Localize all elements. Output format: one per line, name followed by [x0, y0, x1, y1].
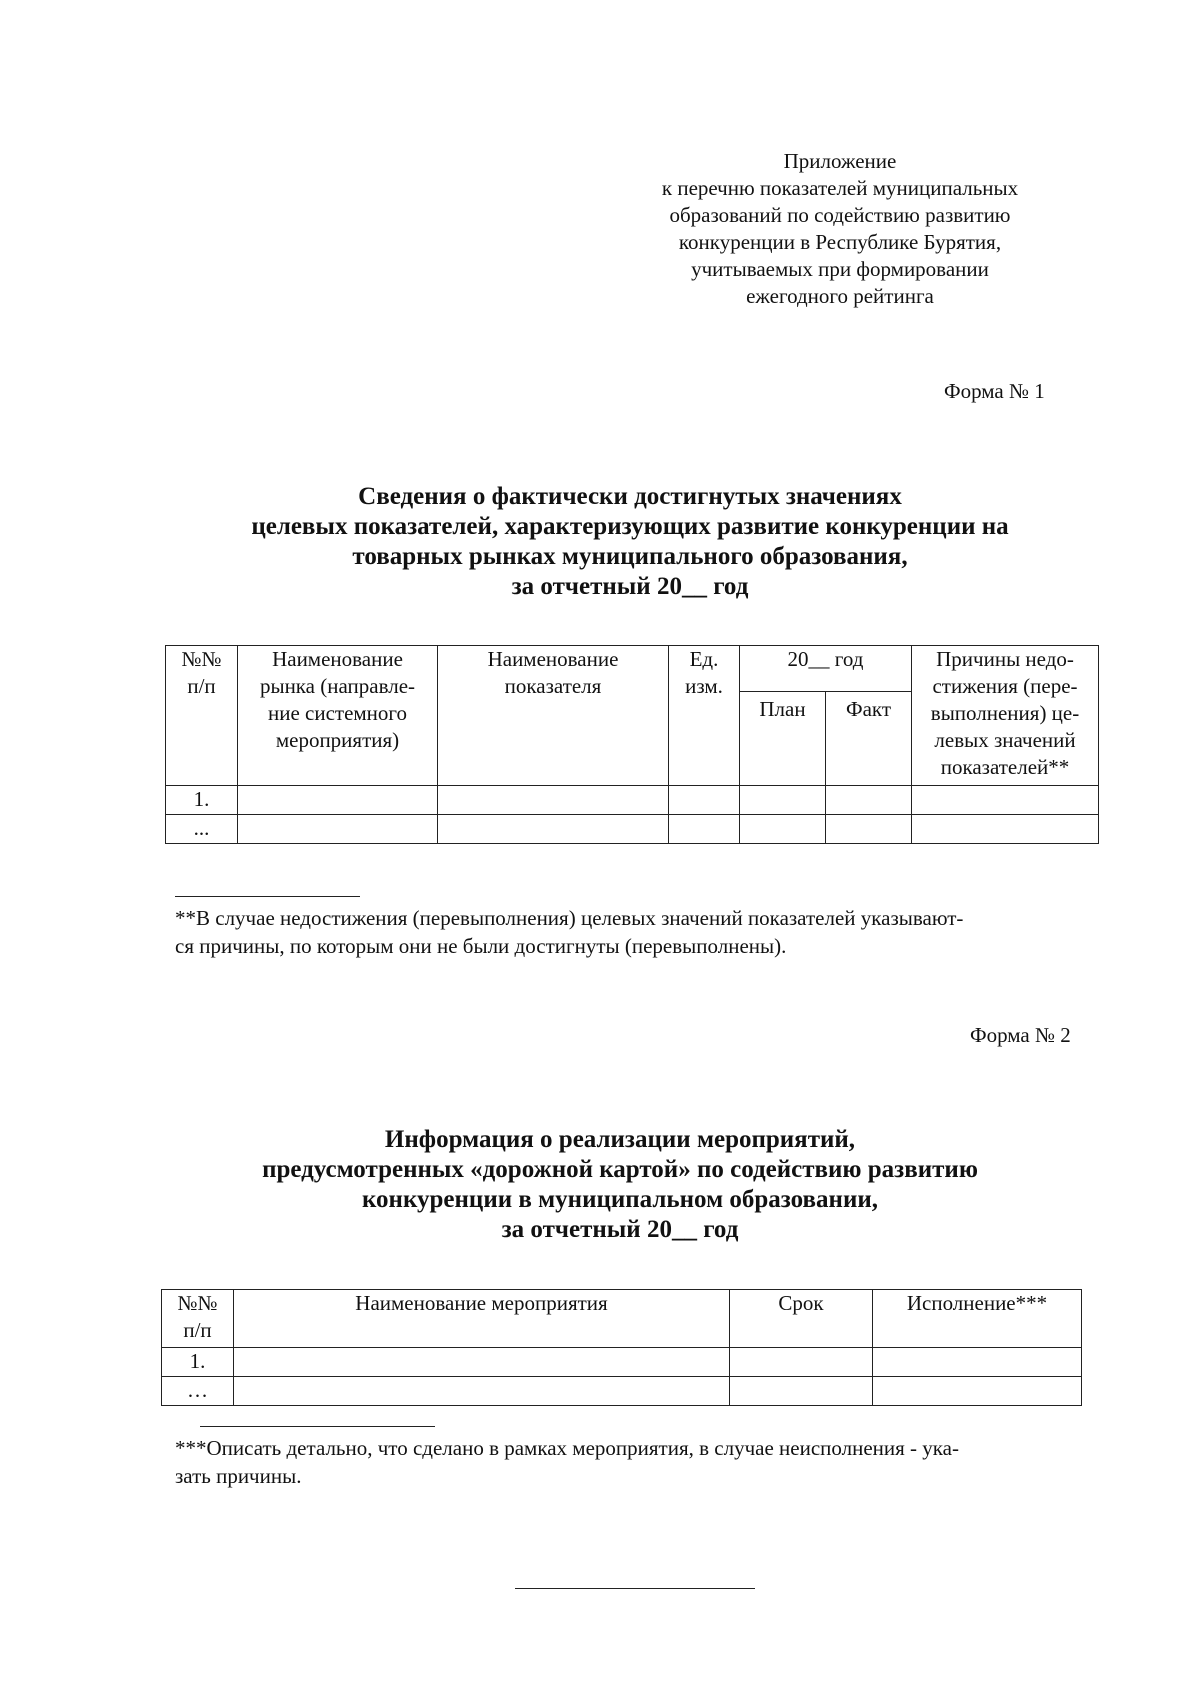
- form2-title-line: конкуренции в муниципальном образовании,: [361, 1186, 878, 1213]
- header-text: выполнения) це-: [930, 701, 1080, 725]
- cell-empty: [912, 815, 1099, 844]
- cell-empty: [730, 1348, 873, 1377]
- appendix-line: учитываемых при формировании: [691, 257, 989, 281]
- form2-footnote: [175, 1435, 1095, 1491]
- appendix-line: ежегодного рейтинга: [746, 284, 934, 308]
- header-text: Наименование: [487, 647, 619, 671]
- cell-empty: [238, 786, 438, 815]
- header-event: Наименование мероприятия: [234, 1290, 730, 1348]
- cell-empty: [873, 1348, 1082, 1377]
- header-text: ние системного: [267, 701, 408, 725]
- appendix-line: Приложение: [783, 149, 897, 173]
- header-year: 20__ год: [740, 646, 912, 692]
- form1-title-line: товарных рынках муниципального образования,: [352, 543, 908, 570]
- header-text: №№: [181, 647, 222, 671]
- form1-title-line: за отчетный 20__ год: [511, 573, 749, 600]
- cell-empty: [912, 786, 1099, 815]
- cell-empty: [669, 815, 740, 844]
- appendix-note: [620, 148, 1060, 310]
- header-text: п/п: [183, 1318, 212, 1342]
- form1-title-line: целевых показателей, характеризующих развитие конкуренции на: [251, 513, 1009, 540]
- form1-table: [165, 645, 1099, 844]
- appendix-line: конкуренции в Республике Бурятия,: [678, 230, 1002, 254]
- header-text: изм.: [685, 674, 723, 698]
- cell-empty: [669, 786, 740, 815]
- header-text: №№: [177, 1291, 218, 1315]
- footnote-separator: [200, 1426, 435, 1427]
- header-text: п/п: [187, 674, 216, 698]
- header-text: рынка (направле-: [259, 674, 416, 698]
- row-num: …: [162, 1377, 234, 1406]
- cell-empty: [826, 786, 912, 815]
- footnote-line: ***Описать детально, что сделано в рамках мероприятия, в случае неисполнения - ука-: [175, 1436, 959, 1460]
- cell-empty: [826, 815, 912, 844]
- cell-empty: [234, 1377, 730, 1406]
- header-text: левых значений: [934, 728, 1076, 752]
- cell-empty: [438, 786, 669, 815]
- row-num: 1.: [166, 786, 238, 815]
- header-text: стижения (пере-: [932, 674, 1078, 698]
- header-fact: Факт: [826, 692, 912, 786]
- header-execution: Исполнение***: [873, 1290, 1082, 1348]
- footnote-line: ся причины, по которым они не были достигнуты (перевыполнены).: [175, 934, 787, 958]
- cell-empty: [873, 1377, 1082, 1406]
- header-num: [162, 1290, 234, 1348]
- header-text: Ед.: [689, 647, 719, 671]
- header-deadline: Срок: [730, 1290, 873, 1348]
- form2-title-line: предусмотренных «дорожной картой» по содействию развитию: [262, 1156, 978, 1183]
- form2-title: [140, 1125, 1100, 1245]
- footnote-line: зать причины.: [175, 1464, 302, 1488]
- header-indicator: [438, 646, 669, 786]
- form2-title-line: Информация о реализации мероприятий,: [384, 1126, 856, 1153]
- header-unit: [669, 646, 740, 786]
- form1-title: [150, 482, 1110, 602]
- header-num: [166, 646, 238, 786]
- header-plan: План: [740, 692, 826, 786]
- header-text: Причины недо-: [936, 647, 1074, 671]
- header-text: показателя: [504, 674, 602, 698]
- cell-empty: [238, 815, 438, 844]
- cell-empty: [730, 1377, 873, 1406]
- end-separator: [515, 1588, 755, 1589]
- row-num: ...: [166, 815, 238, 844]
- cell-empty: [740, 786, 826, 815]
- appendix-line: к перечню показателей муниципальных: [661, 176, 1019, 200]
- cell-empty: [438, 815, 669, 844]
- appendix-line: образований по содействию развитию: [669, 203, 1011, 227]
- row-num: 1.: [162, 1348, 234, 1377]
- footnote-separator: [175, 896, 360, 897]
- form2-title-line: за отчетный 20__ год: [501, 1216, 739, 1243]
- form1-title-line: Сведения о фактически достигнутых значениях: [358, 483, 902, 510]
- form1-footnote: [175, 905, 1095, 961]
- header-text: мероприятия): [275, 728, 400, 752]
- form2-label: Форма № 2: [970, 1023, 1071, 1047]
- header-text: Наименование: [272, 647, 403, 671]
- header-reasons: [912, 646, 1099, 786]
- footnote-line: **В случае недостижения (перевыполнения) целевых значений показателей указывают-: [175, 906, 964, 930]
- header-market: [238, 646, 438, 786]
- cell-empty: [740, 815, 826, 844]
- form1-label: Форма № 1: [944, 379, 1045, 403]
- cell-empty: [234, 1348, 730, 1377]
- header-text: показателей**: [940, 755, 1070, 779]
- form2-table: [161, 1289, 1082, 1406]
